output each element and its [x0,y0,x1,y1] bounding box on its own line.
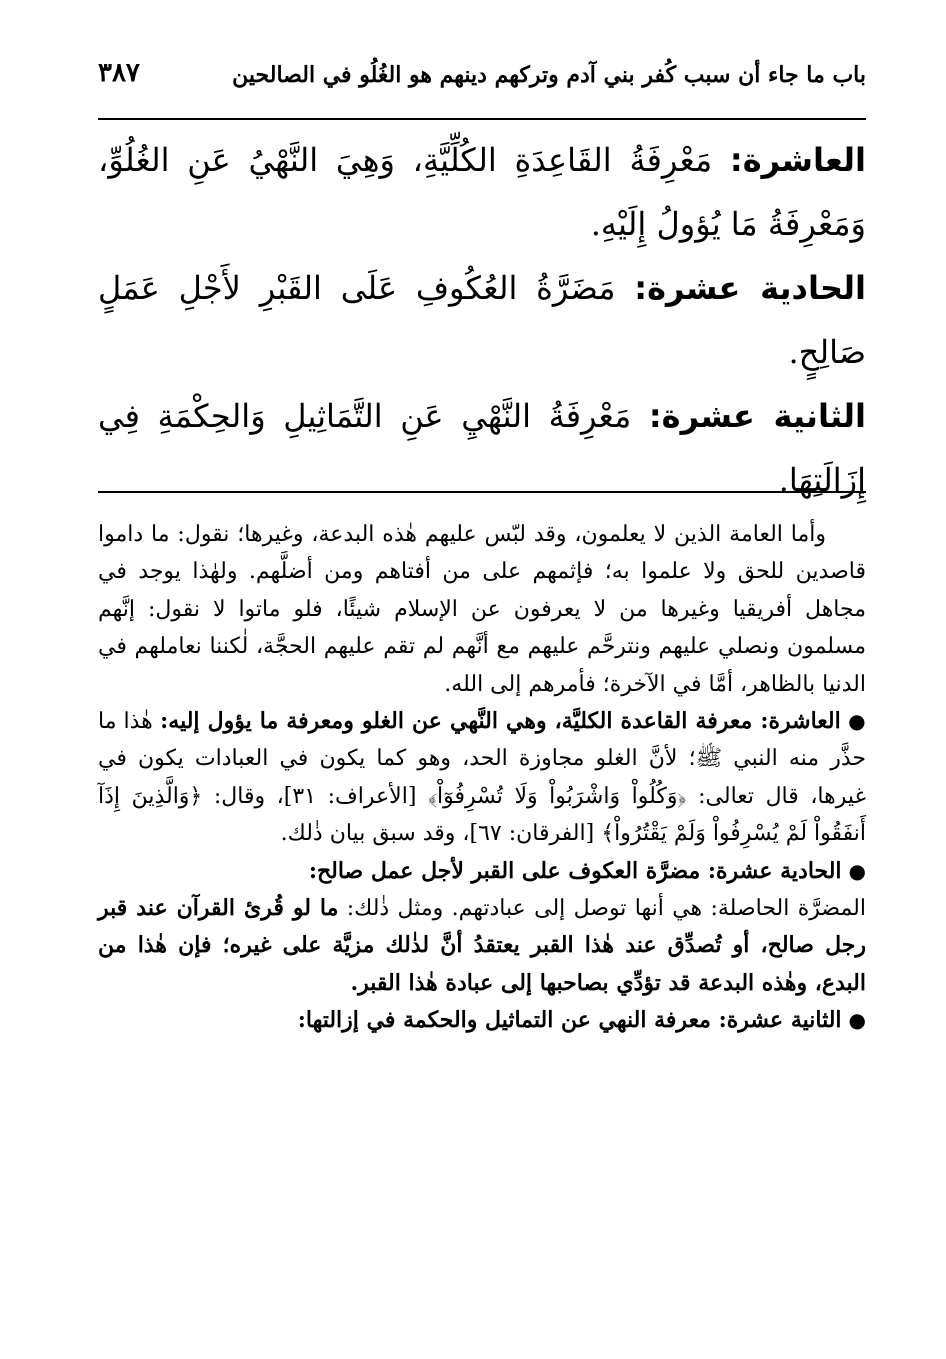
point-heading: الثانية عشرة: معرفة النهي عن التماثيل والحكمة في إزالتها: [297,1007,842,1034]
commentary-intro: وأما العامة الذين لا يعلمون، وقد لبّس عليهم هٰذه البدعة، وغيرها؛ نقول: ما داموا قاصدين للحق ولا علموا به؛ فإثمهم على من أفتاهم ومن أضلَّهم. ولهٰذا يوجد في مجاهل أفريقيا وغيرها من لا يعرفون عن الإسلام شيئًا، فلو ماتوا لا نقول: إنَّهم مسلمون ونصلي عليهم ونترحَّم عليهم مع أنَّهم لم تقم عليهم الحجَّة، لٰكننا نعاملهم في الدنيا بالظاهر، أمَّا في الآخرة؛ فأمرهم إلى الله. [98,522,866,697]
running-header [98,56,866,102]
section-divider [98,491,866,493]
quran-quote: ﴿وَكُلُواْ وَاشْرَبُواْ وَلَا تُسْرِفُوٓاْ﴾ [427,783,687,809]
point-text: ، وقال: [213,783,284,809]
commentary-section [98,516,866,1040]
point-text: ، وقد سبق بيان ذٰلك. [280,821,470,847]
matn-label: العاشرة: [729,141,867,179]
point-text: هٰذا ما حذَّر منه النبي ﷺ؛ لأنَّ الغلو مجاوزة الحد، وهو كما يكون في العبادات يكون في غيرها، قال تعالى: [98,709,867,809]
bullet-icon: ● [848,709,867,734]
bullet-icon: ● [848,1008,866,1033]
chapter-title: باب ما جاء أن سبب كُفر بني آدم وتركهم دينهم هو الغُلُو في الصالحين [232,62,866,88]
point-text: المضرَّة الحاصلة: هي أنها توصل إلى عبادتهم. ومثل ذٰلك: [346,896,866,922]
matn-label: الحادية عشرة: [634,269,867,307]
quran-quote: ﴿وَالَّذِينَ إِذَآ أَنفَقُواْ لَمْ يُسْرِفُواْ وَلَمْ يَقْتُرُواْ﴾ [98,783,866,847]
page-number: ٣٨٧ [98,58,140,88]
commentary-point-11 [98,853,866,1003]
matn-label: الثانية عشرة: [648,397,867,435]
verse-reference: [الأعراف: ٣١] [283,783,417,809]
matn-text: مَضَرَّةُ العُكُوفِ عَلَى القَبْرِ لأَجْلِ عَمَلٍ صَالِحٍ. [98,269,866,371]
point-text: ما لو قُرئ القرآن عند قبر رجل صالح، أو تُصدِّق عند هٰذا القبر يعتقدُ أنَّ لذٰلك مزيَّة على غيره؛ فإن هٰذا من البدع، وهٰذه البدعة قد تؤدِّي بصاحبها إلى عبادة هٰذا القبر. [98,895,866,996]
matn-section [98,128,866,512]
commentary-point-10 [98,703,866,853]
matn-text: مَعْرِفَةُ النَّهْيِ عَنِ التَّمَاثِيلِ وَالحِكْمَةِ فِي إِزَالَتِهَا. [98,397,866,499]
matn-text: مَعْرِفَةُ القَاعِدَةِ الكُلِّيَّةِ، وَهِيَ النَّهْيُ عَنِ الغُلُوِّ، وَمَعْرِفَةُ مَا يُؤولُ إِلَيْهِ. [98,141,866,243]
bullet-icon: ● [848,858,866,883]
point-heading: الحادية عشرة: مضرَّة العكوف على القبر لأجل عمل صالح: [308,857,842,884]
commentary-point-12 [98,1002,866,1039]
matn-point-10 [98,128,866,256]
header-rule [98,118,866,120]
matn-point-11 [98,256,866,384]
point-heading: العاشرة: معرفة القاعدة الكليَّة، وهي النَّهي عن الغلو ومعرفة ما يؤول إليه: [160,708,841,735]
verse-reference: [الفرقان: ٦٧] [469,821,595,847]
